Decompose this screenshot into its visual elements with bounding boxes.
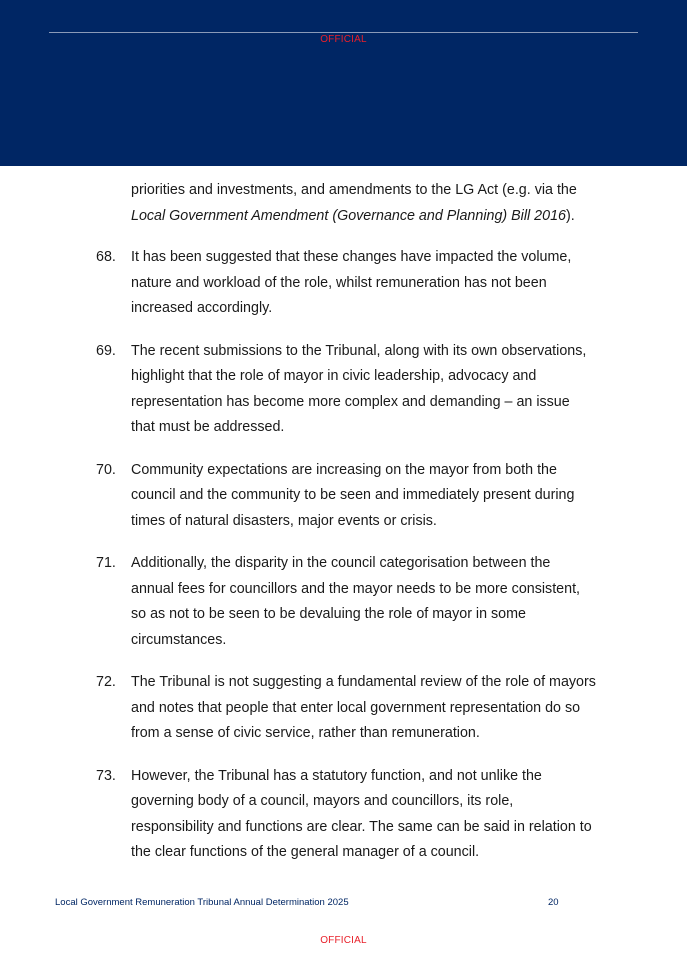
paragraph-text: Additionally, the disparity in the council categorisation between the annual fees for councillors and the mayor needs to be more consistent, so as not to be seen to be devaluing the role of mayor in some circumstances. [131,555,581,648]
paragraph-text: The recent submissions to the Tribunal, along with its own observations, highlight that the role of mayor in civic leadership, advocacy and representation has become more complex and demanding – an issue that must be addressed. [131,342,587,435]
continuation-paragraph [96,178,596,229]
paragraph-number: 73. [96,767,116,784]
paragraph-text: The Tribunal is not suggesting a fundamental review of the role of mayors and notes that people that enter local government representation do so from a sense of civic service, rather than remuneration. [131,674,596,741]
footer-title: Local Government Remuneration Tribunal Annual Determination 2025 [55,897,349,908]
bill-title: Local Government Amendment (Governance and Planning) Bill 2016 [131,207,566,224]
continuation-text-end: ). [565,207,575,224]
numbered-paragraph [96,339,596,441]
paragraph-text: It has been suggested that these changes have impacted the volume, nature and workload of the role, whilst remuneration has not been increased accordingly. [131,249,572,316]
paragraph-number: 70. [96,461,116,478]
paragraph-number: 68. [96,249,116,265]
numbered-paragraph [96,764,596,866]
numbered-paragraph [96,245,596,322]
paragraph-text: Community expectations are increasing on the mayor from both the council and the community to be seen and immediately present during times of natural disasters, major events or crisis. [131,461,575,529]
paragraph-number: 71. [96,555,116,571]
header-rule [49,32,638,33]
header-band [0,0,687,166]
continuation-text: priorities and investments, and amendments to the LG Act (e.g. via the [131,182,577,198]
page-number: 20 [548,897,559,908]
classification-label-bottom: OFFICIAL [320,935,367,946]
document-body [96,178,596,883]
paragraph-number: 72. [96,674,116,690]
numbered-paragraph [96,551,596,653]
numbered-paragraph [96,670,596,747]
classification-label-top: OFFICIAL [320,34,367,45]
numbered-paragraph [96,458,596,535]
paragraph-text: However, the Tribunal has a statutory function, and not unlike the governing body of a council, mayors and councillors, its role, responsibility and functions are clear. The same can be said in relation to the clear functions of the general manager of a council. [131,767,592,860]
paragraph-number: 69. [96,342,116,359]
